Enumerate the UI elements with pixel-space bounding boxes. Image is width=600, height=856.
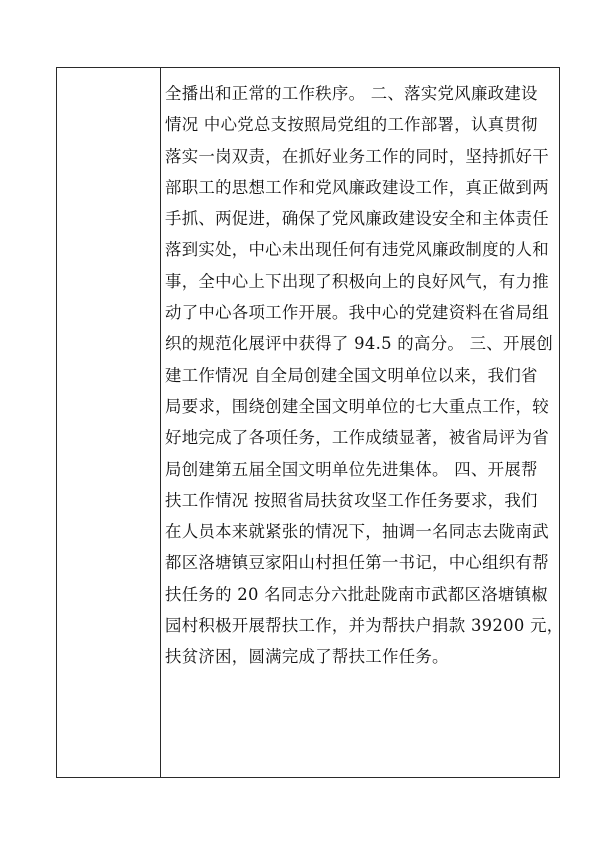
text-line: 都区洛塘镇豆家阳山村担任第一书记，中心组织有帮 <box>165 553 549 573</box>
text-line: 扶工作情况 按照省局扶贫攻坚工作任务要求，我们 <box>165 490 538 510</box>
text-line: 扶贫济困，圆满完成了帮扶工作任务。 <box>165 647 449 667</box>
text-line: 建工作情况 自全局创建全国文明单位以来，我们省 <box>165 365 538 385</box>
text-line: 好地完成了各项任务，工作成绩显著，被省局评为省 <box>165 428 549 448</box>
text-line: 手抓、两促进，确保了党风廉政建设安全和主体责任 <box>165 209 549 229</box>
form-table <box>56 67 564 778</box>
text-line: 园村积极开展帮扶工作，并为帮扶户捐款 39200 元， <box>165 616 564 636</box>
text-line: 事，全中心上下出现了积极向上的良好风气，有力推 <box>165 271 549 291</box>
text-line: 情况 中心党总支按照局党组的工作部署，认真贯彻 <box>165 115 538 135</box>
text-line: 在人员本来就紧张的情况下，抽调一名同志去陇南武 <box>165 522 549 542</box>
text-line: 扶任务的 20 名同志分六批赴陇南市武都区洛塘镇椒 <box>165 584 548 604</box>
column-divider <box>160 68 161 777</box>
text-line: 动了中心各项工作开展。我中心的党建资料在省局组 <box>165 303 549 323</box>
text-line: 局创建第五届全国文明单位先进集体。 四、开展帮 <box>165 459 538 479</box>
text-line: 落实一岗双责，在抓好业务工作的同时，坚持抓好干 <box>165 146 549 166</box>
text-line: 落到实处，中心未出现任何有违党风廉政制度的人和 <box>165 240 549 260</box>
text-line: 织的规范化展评中获得了 94.5 的高分。 三、开展创 <box>165 334 554 354</box>
text-line: 局要求，围绕创建全国文明单位的七大重点工作，较 <box>165 396 549 416</box>
body-text <box>165 78 564 673</box>
text-line: 全播出和正常的工作秩序。 二、落实党风廉政建设 <box>165 84 538 103</box>
text-line: 部职工的思想工作和党风廉政建设工作，真正做到两 <box>165 177 549 197</box>
